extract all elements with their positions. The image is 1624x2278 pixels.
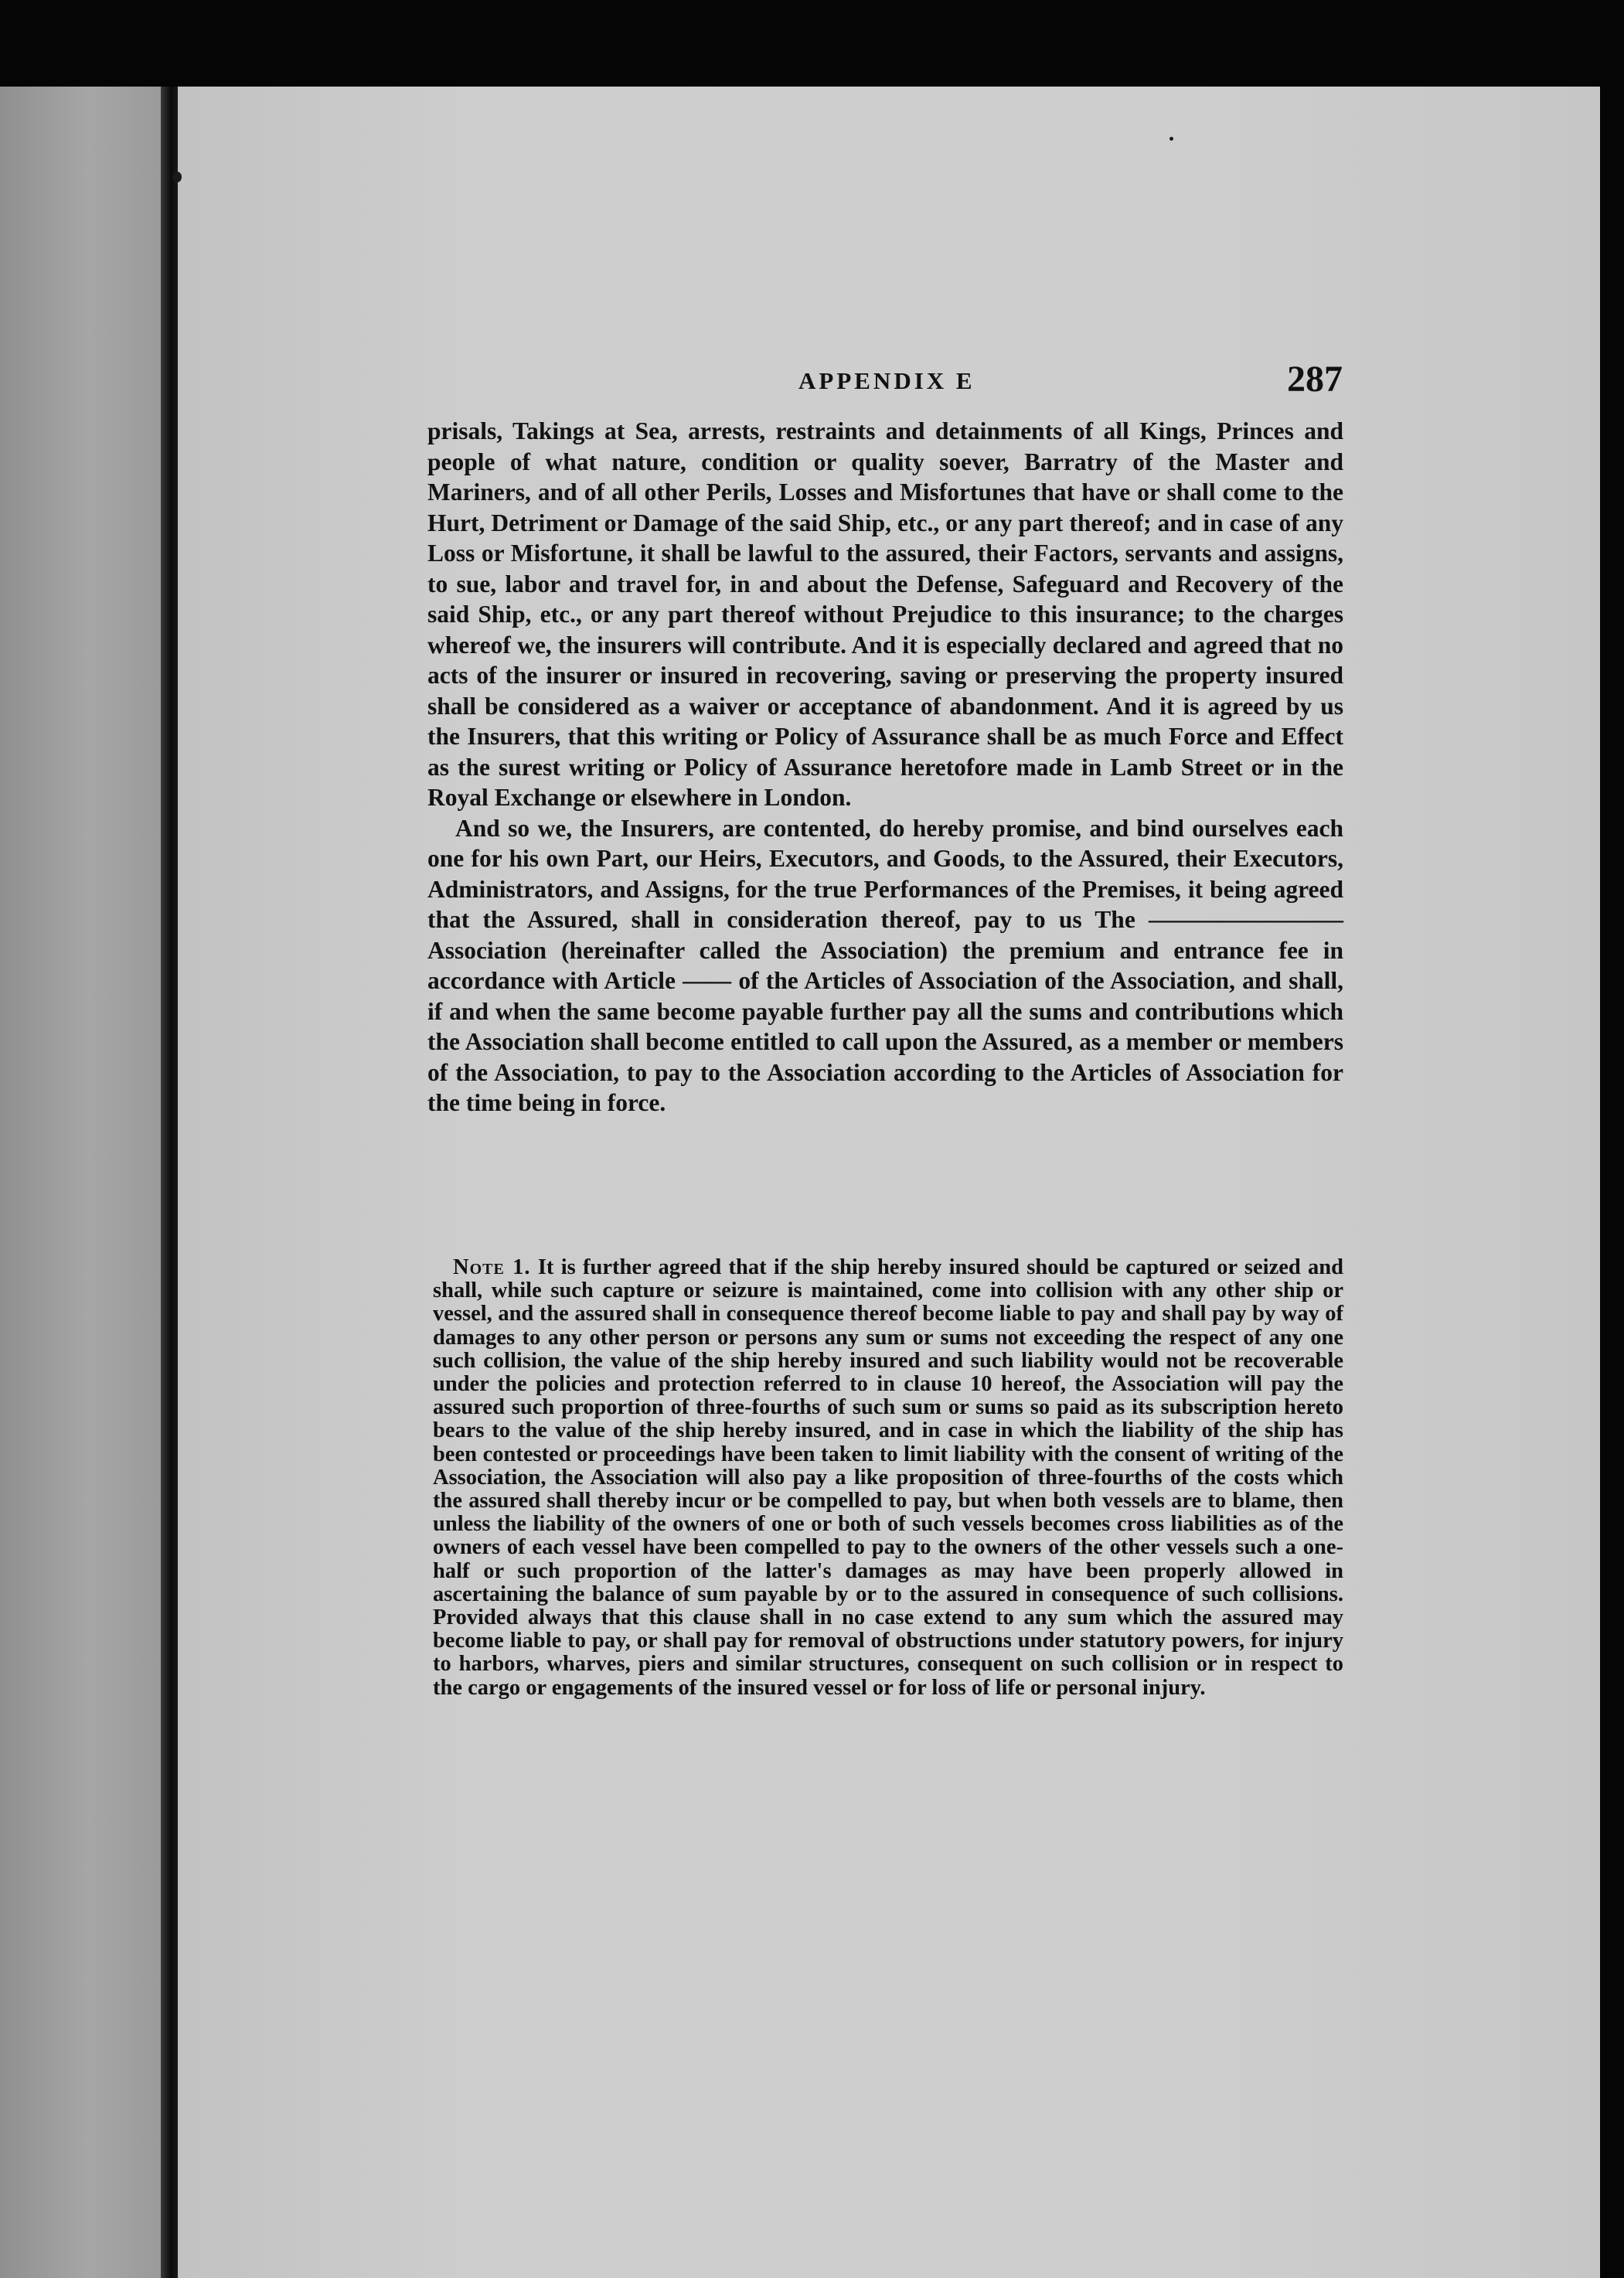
- note-body: It is further agreed that if the ship hereby insured should be captured or seized and shall, while such capture or seizure is maintained, come into collision with any other ship or vessel, and the assured shall in consequence thereof become liable to pay and shall pay by way of damages to any other person or persons any sum or sums not exceeding the respect of any one such collision, the value of the ship hereby insured and such liability would not be recoverable under the policies and protection referred to in clause 10 hereof, the Association will pay the assured such proportion of three-fourths of such sum or sums so paid as its subscription hereto bears to the value of the ship hereby insured, and in case in which the liability of the ship has been contested or proceedings have been taken to limit liability with the consent of writing of the Association, the Association will also pay a like proposition of three-fourths of the costs which the assured shall thereby incur or be compelled to pay, but when both vessels are to blame, then unless the liability of the owners of one or both of such vessels becomes cross liabilities as of the owners of each vessel have been compelled to pay to the owners of the other vessels such a one-half or such proportion of the latter's damages as may have been properly allowed in ascertaining the balance of sum payable by or to the assured in consequence of such collisions. Provided always that this clause shall in no case extend to any sum which the assured may become liable to pay, or shall pay for removal of obstructions under statutory powers, for injury to harbors, wharves, piers and similar structures, consequent on such collision or in respect to the cargo or engagements of the insured vessel or for loss of life or personal injury.: [433, 1255, 1343, 1700]
- note-label: Note 1.: [453, 1255, 531, 1279]
- scan-speck: [1169, 137, 1173, 141]
- running-title: APPENDIX E: [798, 367, 975, 394]
- note-paragraph: [433, 1256, 1343, 1700]
- scan-speck: [172, 172, 182, 182]
- running-head: [429, 359, 1349, 406]
- paragraph: prisals, Takings at Sea, arrests, restraints and detainments of all Kings, Princes and people of what nature, condition or quality soever, Barratry of the Master and Mariners, and of all other Perils, Losses and Misfortunes that have or shall come to the Hurt, Detriment or Damage of the said Ship, etc., or any part thereof; and in case of any Loss or Misfortune, it shall be lawful to the assured, their Factors, servants and assigns, to sue, labor and travel for, in and about the Defense, Safeguard and Recovery of the said Ship, etc., or any part thereof without Prejudice to this insurance; to the charges whereof we, the insurers will contribute. And it is especially declared and agreed that no acts of the insurer or insured in recovering, saving or preserving the property insured shall be considered as a waiver or acceptance of abandonment. And it is agreed by us the Insurers, that this writing or Policy of Assurance shall be as much Force and Effect as the surest writing or Policy of Assurance heretofore made in Lamb Street or in the Royal Exchange or elsewhere in London.: [427, 417, 1343, 811]
- footnote: [433, 1256, 1343, 1700]
- main-text: [427, 416, 1343, 1119]
- paragraph: And so we, the Insurers, are contented, do hereby promise, and bind ourselves each one for his own Part, our Heirs, Executors, and Goods, to the Assured, their Executors, Administrators, and Assigns, for the true Performances of the Premises, it being agreed that the Assured, shall in consideration thereof, pay to us The ———————— Association (hereinafter called the Association) the premium and entrance fee in accordance with Article —— of the Articles of Association of the Association, and shall, if and when the same become payable further pay all the sums and contributions which the Association shall become entitled to call upon the Assured, as a member or members of the Association, to pay to the Association according to the Articles of Association for the time being in force.: [427, 814, 1343, 1116]
- facing-page-edge: [0, 87, 161, 2278]
- book-gutter: [161, 87, 178, 2278]
- page-number: 287: [1287, 359, 1343, 400]
